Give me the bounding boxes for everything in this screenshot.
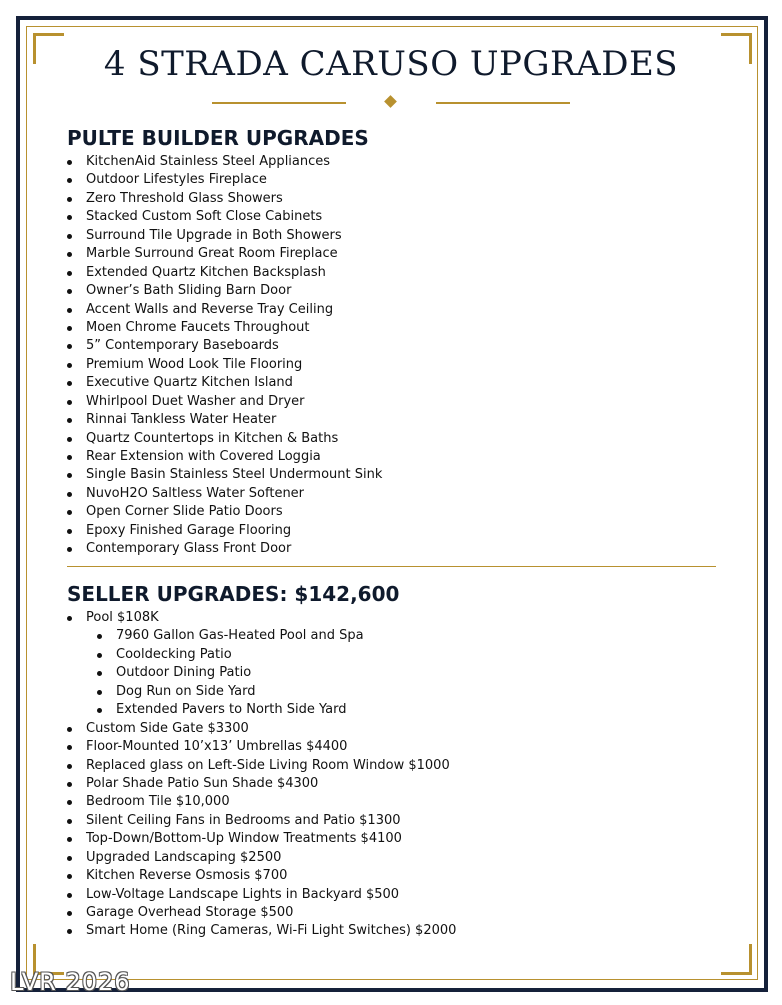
page-title: 4 STRADA CARUSO UPGRADES (103, 44, 679, 84)
list-item-label: Low-Voltage Landscape Lights in Backyard $500 (86, 886, 400, 902)
bullet-icon (67, 344, 72, 349)
bullet-icon (67, 874, 72, 879)
bullet-icon (67, 363, 72, 368)
list-item (67, 245, 382, 263)
bullet-icon (67, 764, 72, 769)
list-item-label: Accent Walls and Reverse Tray Ceiling (86, 301, 334, 317)
list-item-label: NuvoH2O Saltless Water Softener (86, 485, 305, 501)
pool-sub-list (67, 627, 456, 719)
list-item (67, 171, 382, 189)
list-item (67, 793, 456, 811)
list-item (67, 356, 382, 374)
bullet-icon (67, 929, 72, 934)
list-item-label: Rear Extension with Covered Loggia (86, 449, 321, 464)
bullet-icon (67, 893, 72, 898)
list-item (67, 466, 382, 484)
list-item-label: Marble Surround Great Room Fireplace (86, 246, 338, 262)
list-item (67, 264, 382, 282)
sub-list-item (67, 627, 456, 645)
bullet-icon (67, 381, 72, 386)
list-item (67, 886, 456, 904)
list-item-label: Outdoor Lifestyles Fireplace (86, 172, 267, 188)
list-item (67, 922, 456, 940)
list-item (67, 830, 456, 848)
list-item-pool (67, 609, 456, 627)
pool-sub-list-container (67, 627, 456, 719)
bullet-icon (67, 197, 72, 202)
bullet-icon (97, 708, 102, 713)
list-item (67, 190, 382, 208)
list-item-label: Moen Chrome Faucets Throughout (86, 319, 310, 335)
bullet-icon (67, 473, 72, 478)
sub-list-item (67, 683, 456, 701)
bullet-icon (67, 856, 72, 861)
title-divider-left (212, 102, 346, 104)
list-item (67, 849, 456, 867)
sub-list-item (67, 664, 456, 682)
bullet-icon (67, 782, 72, 787)
list-item (67, 540, 382, 558)
list-item (67, 738, 456, 756)
list-item-label: Kitchen Reverse Osmosis $700 (86, 868, 288, 884)
bullet-icon (67, 437, 72, 442)
list-item-label: Premium Wood Look Tile Flooring (86, 356, 303, 372)
list-item-label: Quartz Countertops in Kitchen & Baths (86, 430, 339, 446)
bullet-icon (67, 837, 72, 842)
bullet-icon (67, 252, 72, 257)
list-item (67, 282, 382, 300)
watermark-text: LVR 2026 (10, 968, 131, 996)
title-divider-right (436, 102, 570, 104)
bullet-icon (67, 616, 72, 621)
sub-list-item (67, 701, 456, 719)
bullet-icon (67, 160, 72, 165)
bullet-icon (67, 418, 72, 423)
list-item-label: Whirlpool Duet Washer and Dryer (86, 393, 305, 409)
bullet-icon (67, 727, 72, 732)
sub-list-item-label: Outdoor Dining Patio (116, 665, 252, 681)
list-item-label: Silent Ceiling Fans in Bedrooms and Patio $1300 (86, 812, 401, 828)
section-divider (67, 566, 716, 567)
list-item (67, 227, 382, 245)
list-item (67, 411, 382, 429)
sub-list-item-label: 7960 Gallon Gas-Heated Pool and Spa (116, 628, 364, 644)
bullet-icon (67, 308, 72, 313)
list-item-label: Smart Home (Ring Cameras, Wi-Fi Light Switches) $2000 (86, 923, 457, 939)
sub-list-item-label: Extended Pavers to North Side Yard (116, 702, 347, 718)
bullet-icon (67, 510, 72, 515)
list-item (67, 337, 382, 355)
bullet-icon (67, 529, 72, 534)
bullet-icon (67, 819, 72, 824)
list-item (67, 904, 456, 922)
list-item (67, 485, 382, 503)
list-item-label: Bedroom Tile $10,000 (86, 794, 230, 810)
bullet-icon (67, 178, 72, 183)
list-item-label: Stacked Custom Soft Close Cabinets (86, 209, 323, 225)
bullet-icon (67, 400, 72, 405)
list-item-label: Custom Side Gate $3300 (86, 720, 249, 736)
list-item-label: Surround Tile Upgrade in Both Showers (86, 227, 342, 243)
bullet-icon (67, 911, 72, 916)
bullet-icon (67, 455, 72, 460)
bullet-icon (67, 800, 72, 805)
bullet-icon (67, 271, 72, 276)
list-item (67, 757, 456, 775)
list-item (67, 867, 456, 885)
list-item (67, 522, 382, 540)
bullet-icon (67, 745, 72, 750)
seller-upgrades-list (67, 609, 456, 941)
list-item-label: 5” Contemporary Baseboards (86, 338, 279, 354)
list-item-label: Top-Down/Bottom-Up Window Treatments $4100 (86, 831, 402, 847)
seller-upgrades-heading: SELLER UPGRADES: $142,600 (67, 582, 400, 606)
list-item (67, 720, 456, 738)
bullet-icon (97, 634, 102, 639)
list-item-label: Polar Shade Patio Sun Shade $4300 (86, 775, 319, 791)
list-item-label: Upgraded Landscaping $2500 (86, 849, 282, 865)
sub-list-item-label: Cooldecking Patio (116, 646, 232, 662)
list-item-label: Contemporary Glass Front Door (86, 541, 292, 557)
pulte-upgrades-heading: PULTE BUILDER UPGRADES (67, 126, 369, 150)
sub-list-item-label: Dog Run on Side Yard (116, 683, 256, 699)
bullet-icon (97, 653, 102, 658)
list-item-label: Open Corner Slide Patio Doors (86, 504, 283, 520)
list-item-label: Owner’s Bath Sliding Barn Door (86, 283, 292, 299)
bullet-icon (67, 547, 72, 552)
list-item (67, 448, 382, 466)
list-item-label: Extended Quartz Kitchen Backsplash (86, 264, 326, 280)
list-item (67, 430, 382, 448)
list-item-label: Epoxy Finished Garage Flooring (86, 522, 292, 538)
bullet-icon (67, 492, 72, 497)
list-item (67, 319, 382, 337)
list-item-label: Floor-Mounted 10’x13’ Umbrellas $4400 (86, 739, 348, 755)
list-item-label: Single Basin Stainless Steel Undermount Sink (86, 467, 383, 483)
bullet-icon (97, 690, 102, 695)
bullet-icon (97, 671, 102, 676)
list-item (67, 301, 382, 319)
list-item-label: Garage Overhead Storage $500 (86, 905, 294, 920)
bullet-icon (67, 215, 72, 220)
list-item (67, 393, 382, 411)
bullet-icon (67, 289, 72, 294)
list-item (67, 153, 382, 171)
list-item (67, 374, 382, 392)
bullet-icon (67, 326, 72, 331)
list-item (67, 812, 456, 830)
list-item (67, 503, 382, 521)
list-item-label: Replaced glass on Left-Side Living Room Window $1000 (86, 757, 450, 773)
list-item-label: Zero Threshold Glass Showers (86, 190, 283, 206)
list-item-label: KitchenAid Stainless Steel Appliances (86, 154, 331, 169)
list-item (67, 208, 382, 226)
list-item-label: Pool $108K (86, 610, 159, 625)
bullet-icon (67, 234, 72, 239)
sub-list-item (67, 646, 456, 664)
corner-ornament-bottom-right (721, 944, 752, 975)
list-item-label: Executive Quartz Kitchen Island (86, 375, 293, 391)
pulte-upgrades-list (67, 153, 382, 559)
list-item-label: Rinnai Tankless Water Heater (86, 412, 277, 428)
list-item (67, 775, 456, 793)
